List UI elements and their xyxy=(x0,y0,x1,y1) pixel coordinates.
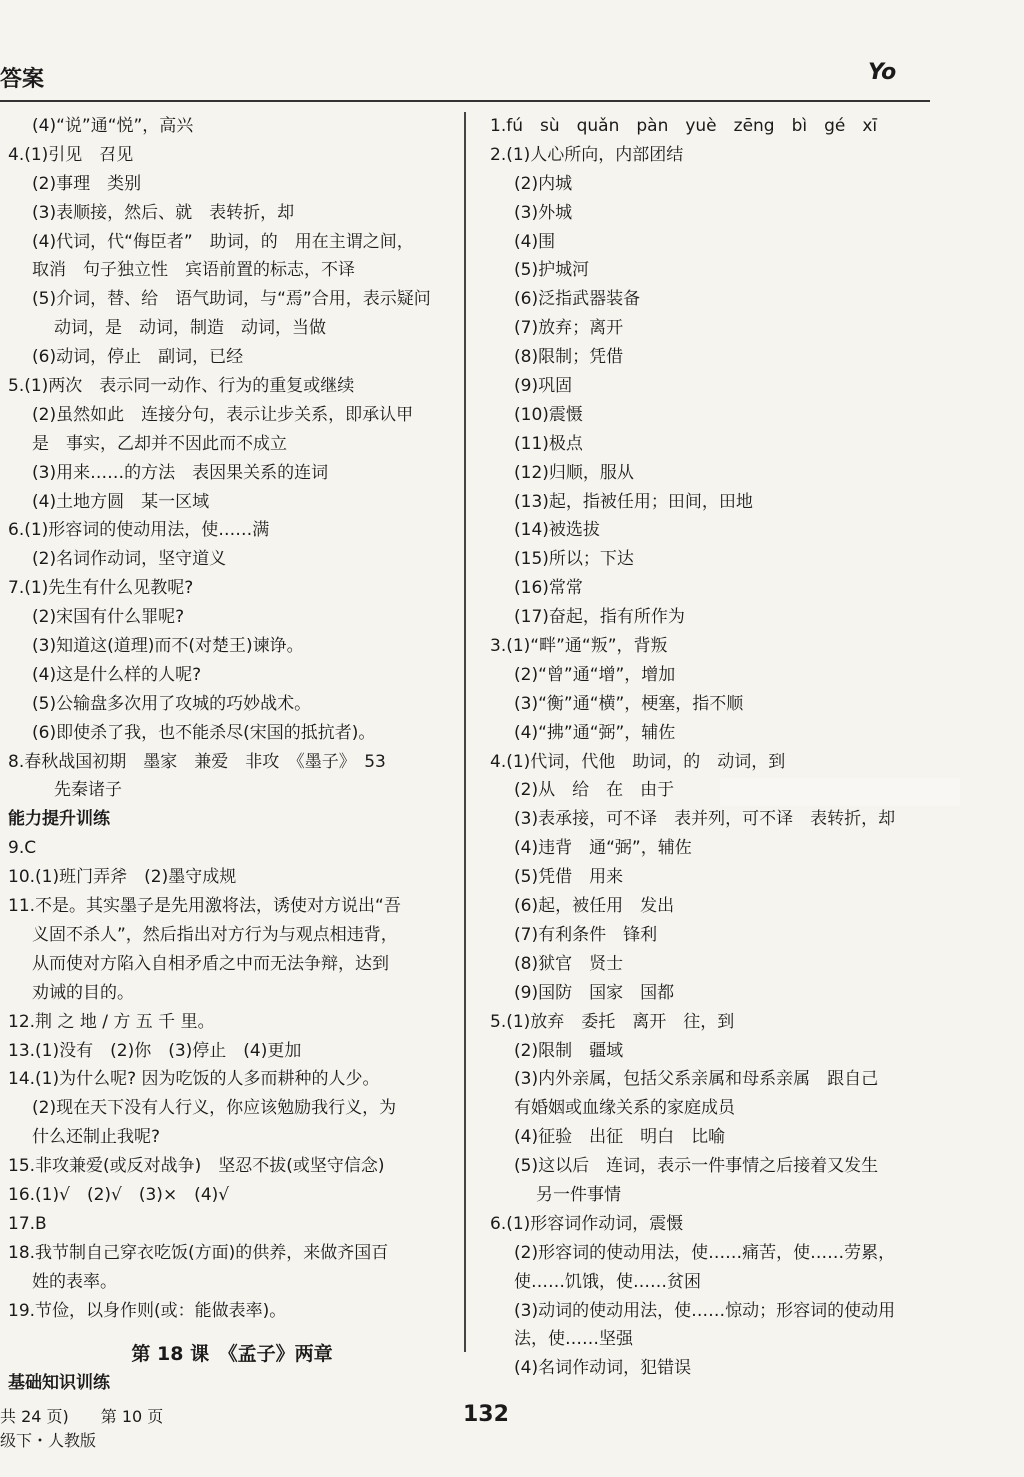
answer-line: 1.fú sù quǎn pàn yuè zēng bì gé xī xyxy=(490,116,878,136)
page-number: 132 xyxy=(463,1402,509,1427)
answer-line: (14)被选拔 xyxy=(514,520,600,541)
answer-line: 什么还制止我呢? xyxy=(32,1127,161,1148)
answer-line: (2)形容词的使动用法，使……痛苦，使……劳累， xyxy=(514,1242,896,1263)
answer-line: (4)这是什么样的人呢? xyxy=(32,664,202,685)
answer-line: 先秦诸子 xyxy=(54,780,122,801)
answer-line: (2)“曾”通“增”，增加 xyxy=(514,664,676,685)
answer-line: (5)介词，替、给 语气助词，与“焉”合用，表示疑问 xyxy=(32,289,431,310)
answer-line: 义固不杀人”，然后指出对方行为与观点相违背， xyxy=(32,924,398,945)
answer-line: (4)违背 通“弼”，辅佐 xyxy=(514,838,692,859)
answer-line: (4)代词，代“侮臣者” 助词，的 用在主谓之间， xyxy=(32,231,414,252)
answer-line: 8.春秋战国初期 墨家 兼爱 非攻 《墨子》 53 xyxy=(8,751,386,772)
answer-line: (2)宋国有什么罪呢? xyxy=(32,607,185,628)
answer-line: (11)极点 xyxy=(514,433,583,454)
header-rule xyxy=(0,100,930,102)
answer-line: (9)巩固 xyxy=(514,376,573,397)
answer-line: (6)泛指武器装备 xyxy=(514,289,641,310)
answer-line: (13)起，指被任用；田间，田地 xyxy=(514,491,753,512)
answer-line: (3)用来……的方法 表因果关系的连词 xyxy=(32,462,329,483)
footer-edition: 级下・人教版 xyxy=(0,1431,97,1450)
answer-line: (4)“拂”通“弼”，辅佐 xyxy=(514,722,676,743)
answer-line: (5)公输盘多次用了攻城的巧妙战术。 xyxy=(32,693,312,714)
answer-line: (4)“说”通“悦”，高兴 xyxy=(32,116,194,136)
answer-line: 取消 句子独立性 宾语前置的标志，不译 xyxy=(32,260,355,281)
answer-line: 使……饥饿，使……贫困 xyxy=(514,1271,701,1292)
answer-line: (5)这以后 连词，表示一件事情之后接着又发生 xyxy=(514,1156,879,1177)
answer-line: (3)“衡”通“横”，梗塞，指不顺 xyxy=(514,693,744,714)
answer-line: 姓的表率。 xyxy=(32,1271,117,1292)
answer-line: 17.B xyxy=(8,1213,47,1234)
lesson-title: 第 18 课 《孟子》两章 xyxy=(131,1343,333,1366)
erased-area xyxy=(720,778,960,806)
answer-line: 18.我节制自己穿衣吃饭(方面)的供养，来做齐国百 xyxy=(8,1242,389,1263)
answer-line: (6)动词，停止 副词，已经 xyxy=(32,347,244,368)
answer-line: (4)征验 出征 明白 比喻 xyxy=(514,1127,726,1148)
answer-line: (5)凭借 用来 xyxy=(514,867,624,888)
answer-line: (12)归顺，服从 xyxy=(514,462,634,483)
answer-line: (4)围 xyxy=(514,231,556,252)
answer-line: 5.(1)两次 表示同一动作、行为的重复或继续 xyxy=(8,376,355,397)
answer-line: (2)名词作动词，坚守道义 xyxy=(32,549,227,570)
answer-line: (4)土地方圆 某一区域 xyxy=(32,491,210,512)
answer-line: (3)表顺接，然后、就 表转折，却 xyxy=(32,202,295,223)
answer-line: 是 事实，乙却并不因此而不成立 xyxy=(32,433,287,454)
answer-line: (9)国防 国家 国都 xyxy=(514,982,675,1003)
answer-line: (3)内外亲属，包括父系亲属和母系亲属 跟自己 xyxy=(514,1069,879,1090)
answer-line: 动词，是 动词，制造 动词，当做 xyxy=(54,318,326,339)
answer-line: (2)从 给 在 由于 xyxy=(514,780,675,801)
answer-line: (8)狱官 贤士 xyxy=(514,953,624,974)
answer-line: (6)即使杀了我，也不能杀尽(宋国的抵抗者)。 xyxy=(32,722,376,743)
answer-line: (7)有利条件 锋利 xyxy=(514,924,658,945)
answer-line: (4)名词作动词，犯错误 xyxy=(514,1358,692,1379)
answer-line: 法，使……坚强 xyxy=(514,1329,633,1350)
answer-line: 有婚姻或血缘关系的家庭成员 xyxy=(514,1098,735,1119)
answer-line: 9.C xyxy=(8,838,37,859)
answer-line: (5)护城河 xyxy=(514,260,590,281)
answer-line: 从而使对方陷入自相矛盾之中而无法争辩，达到 xyxy=(32,953,389,974)
answer-line: 7.(1)先生有什么见教呢? xyxy=(8,578,194,599)
answer-line: (3)动词的使动用法，使……惊动；形容词的使动用 xyxy=(514,1300,896,1321)
column-divider xyxy=(464,112,466,1352)
answer-line: (2)内城 xyxy=(514,173,573,194)
section-heading: 能力提升训练 xyxy=(8,809,110,830)
answer-line: (2)虽然如此 连接分句，表示让步关系，即承认甲 xyxy=(32,404,414,425)
left-column xyxy=(8,112,456,1398)
answer-line: (16)常常 xyxy=(514,578,583,599)
answer-line: (6)起，被任用 发出 xyxy=(514,896,675,917)
answer-line: (10)震慑 xyxy=(514,404,583,425)
answer-line: 10.(1)班门弄斧 (2)墨守成规 xyxy=(8,867,237,888)
answer-line: 12.荆 之 地 / 方 五 千 里。 xyxy=(8,1011,215,1032)
answer-line: 11.不是。其实墨子是先用激将法，诱使对方说出“吾 xyxy=(8,896,401,917)
right-column xyxy=(490,112,990,1383)
footer-page-info: 共 24 页) 第 10 页 xyxy=(0,1407,164,1426)
answer-line: (2)现在天下没有人行义，你应该勉励我行义，为 xyxy=(32,1098,397,1119)
answer-line: 19.节俭，以身作则(或：能做表率)。 xyxy=(8,1300,287,1321)
answer-line: 16.(1)√ (2)√ (3)× (4)√ xyxy=(8,1184,230,1205)
answer-line: 14.(1)为什么呢? 因为吃饭的人多而耕种的人少。 xyxy=(8,1069,380,1090)
answer-line: 4.(1)代词，代他 助词，的 动词，到 xyxy=(490,751,786,772)
answer-line: (17)奋起，指有所作为 xyxy=(514,607,685,628)
answer-line: 15.非攻兼爱(或反对战争) 坚忍不拔(或坚守信念) xyxy=(8,1156,385,1177)
section-heading: 基础知识训练 xyxy=(8,1373,110,1394)
answer-line: 劝诫的目的。 xyxy=(32,982,134,1003)
answer-line: (3)表承接，可不译 表并列，可不译 表转折，却 xyxy=(514,809,896,830)
answer-line: (3)知道这(道理)而不(对楚王)谏诤。 xyxy=(32,636,304,657)
answer-line: 13.(1)没有 (2)你 (3)停止 (4)更加 xyxy=(8,1040,302,1061)
answer-line: 5.(1)放弃 委托 离开 往，到 xyxy=(490,1011,735,1032)
brand-logo: Yo xyxy=(868,60,897,85)
header-title: 答案 xyxy=(0,67,45,92)
answer-line: (8)限制；凭借 xyxy=(514,347,624,368)
answer-line: (2)事理 类别 xyxy=(32,173,142,194)
answer-line: 6.(1)形容词作动词，震慑 xyxy=(490,1213,684,1234)
answer-line: (7)放弃；离开 xyxy=(514,318,624,339)
answer-line: 2.(1)人心所向，内部团结 xyxy=(490,144,684,165)
answer-line: (3)外城 xyxy=(514,202,573,223)
answer-line: 6.(1)形容词的使动用法，使……满 xyxy=(8,520,270,541)
answer-line: 3.(1)“畔”通“叛”，背叛 xyxy=(490,636,668,657)
answer-line: 另一件事情 xyxy=(536,1184,621,1205)
answer-line: (2)限制 疆域 xyxy=(514,1040,624,1061)
answer-line: 4.(1)引见 召见 xyxy=(8,144,134,165)
answer-line: (15)所以；下达 xyxy=(514,549,634,570)
